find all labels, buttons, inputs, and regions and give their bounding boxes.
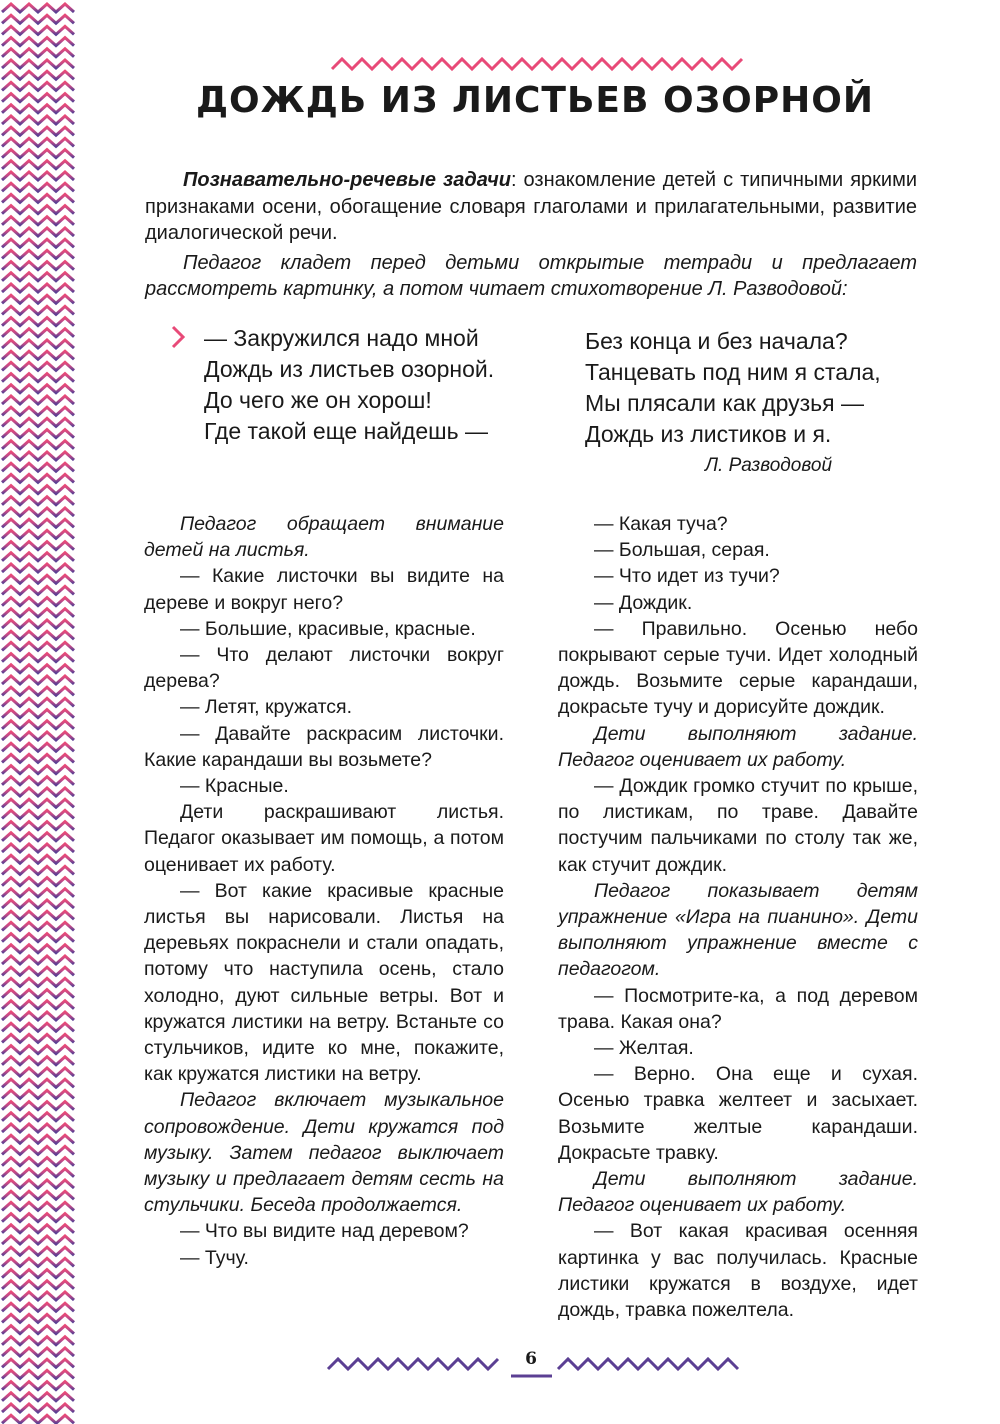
poem-left bbox=[204, 323, 494, 447]
intro-block bbox=[145, 167, 917, 303]
dialogue-paragraph: — Какие листочки вы видите на дереве и вокруг него? bbox=[144, 565, 504, 614]
left-column bbox=[144, 511, 504, 1271]
dialogue-paragraph: — Вот какая красивая осенняя картинка у вас получилась. Красные листики кружатся в воздухе, идет дождь, травка пожелтела. bbox=[558, 1220, 918, 1322]
stage-direction: Дети выполняют задание. Педагог оценивает их работу. bbox=[558, 1168, 918, 1217]
dialogue-paragraph: — Верно. Она еще и сухая. Осенью травка желтеет и засыхает. Возьмите желтые карандаши. Докрасьте травку. bbox=[558, 1063, 918, 1164]
page-title: ДОЖДЬ ИЗ ЛИСТЬЕВ ОЗОРНОЙ bbox=[195, 80, 875, 121]
dialogue-paragraph: — Что вы видите над деревом? bbox=[180, 1220, 469, 1243]
stage-direction: Педагог обращает внимание детей на листья. bbox=[144, 513, 504, 562]
stage-direction: Педагог показывает детям упражнение «Игра на пианино». Дети выполняют упражнение вместе с педагогом. bbox=[558, 879, 918, 981]
intro-instruction bbox=[145, 250, 917, 303]
zigzag-border bbox=[0, 0, 80, 1424]
poem-author: Л. Разводовой bbox=[705, 455, 833, 476]
dialogue-paragraph: — Что идет из тучи? bbox=[594, 565, 780, 588]
dialogue-paragraph: — Посмотрите-ка, а под деревом трава. Какая она? bbox=[558, 984, 918, 1033]
dialogue-paragraph: — Дождик. bbox=[594, 591, 693, 614]
dialogue-paragraph: — Давайте раскрасим листочки. Какие карандаши вы возьмете? bbox=[144, 722, 504, 771]
intro-tasks bbox=[145, 167, 917, 247]
poem-line: Дождь из листьев озорной. bbox=[204, 356, 495, 382]
poem-line: Где такой еще найдешь — bbox=[204, 418, 488, 444]
dialogue-paragraph: — Что делают листочки вокруг дерева? bbox=[144, 644, 504, 693]
dialogue-paragraph: Дети раскрашивают листья. Педагог оказывает им помощь, а потом оценивает их работу. bbox=[144, 801, 504, 876]
right-column bbox=[558, 511, 918, 1323]
dialogue-paragraph: — Желтая. bbox=[594, 1037, 694, 1060]
dialogue-paragraph: — Дождик громко стучит по крыше, по листикам, по траве. Давайте постучим пальчиками по столу так же, как стучит дождик. bbox=[558, 775, 918, 876]
poem-right bbox=[585, 326, 881, 450]
dialogue-paragraph: — Какая туча? bbox=[594, 513, 728, 535]
stage-direction: Педагог включает музыкальное сопровождение. Дети кружатся под музыку. Затем педагог выключает музыку и предлагает детям сесть на стульчики. Беседа продолжается. bbox=[144, 1089, 504, 1217]
chevron-right-icon bbox=[170, 324, 186, 350]
dialogue-paragraph: — Правильно. Осенью небо покрывают серые тучи. Идет холодный дождь. Возьмите серые карандаши, докрасьте тучу и дорисуйте дождик. bbox=[558, 617, 918, 719]
dialogue-paragraph: — Красные. bbox=[180, 775, 289, 798]
poem-line: Танцевать под ним я стала, bbox=[585, 359, 881, 385]
dialogue-paragraph: — Тучу. bbox=[180, 1246, 249, 1269]
poem-line: Дождь из листиков и я. bbox=[585, 421, 832, 447]
dialogue-paragraph: — Большие, красивые, красные. bbox=[180, 617, 476, 640]
page-number: 6 bbox=[525, 1349, 537, 1369]
intro-instruction-text: Педагог кладет перед детьми открытые тетради и предлагает рассмотреть картинку, а потом читает стихотворение Л. Разводовой: bbox=[145, 251, 917, 300]
poem-line: — Закружился надо мной bbox=[204, 325, 479, 351]
stage-direction: Дети выполняют задание. Педагог оценивает их работу. bbox=[558, 722, 918, 771]
poem-line: До чего же он хорош! bbox=[204, 387, 432, 413]
dialogue-paragraph: — Большая, серая. bbox=[594, 539, 770, 562]
poem-line: Мы плясали как друзья — bbox=[585, 390, 864, 416]
dialogue-paragraph: — Вот какие красивые красные листья вы нарисовали. Листья на деревьях покраснели и стали опадать, потому что наступила осень, стало холодно, дуют сильные ветры. Вот и кружатся листики на ветру. Встаньте со стульчиков, идите ко мне, покажите, как кружатся листики на ветру. bbox=[144, 879, 504, 1086]
intro-lead-rest: : ознакомление детей с типичными яркими признаками осени, обогащение словаря глаголами и прилагательными, развитие диалогической речи. bbox=[145, 169, 917, 244]
poem-line: Без конца и без начала? bbox=[585, 328, 848, 354]
intro-lead: Познавательно-речевые задачи bbox=[183, 169, 511, 191]
top-zigzag-ornament bbox=[330, 56, 750, 72]
dialogue-paragraph: — Летят, кружатся. bbox=[180, 696, 353, 719]
